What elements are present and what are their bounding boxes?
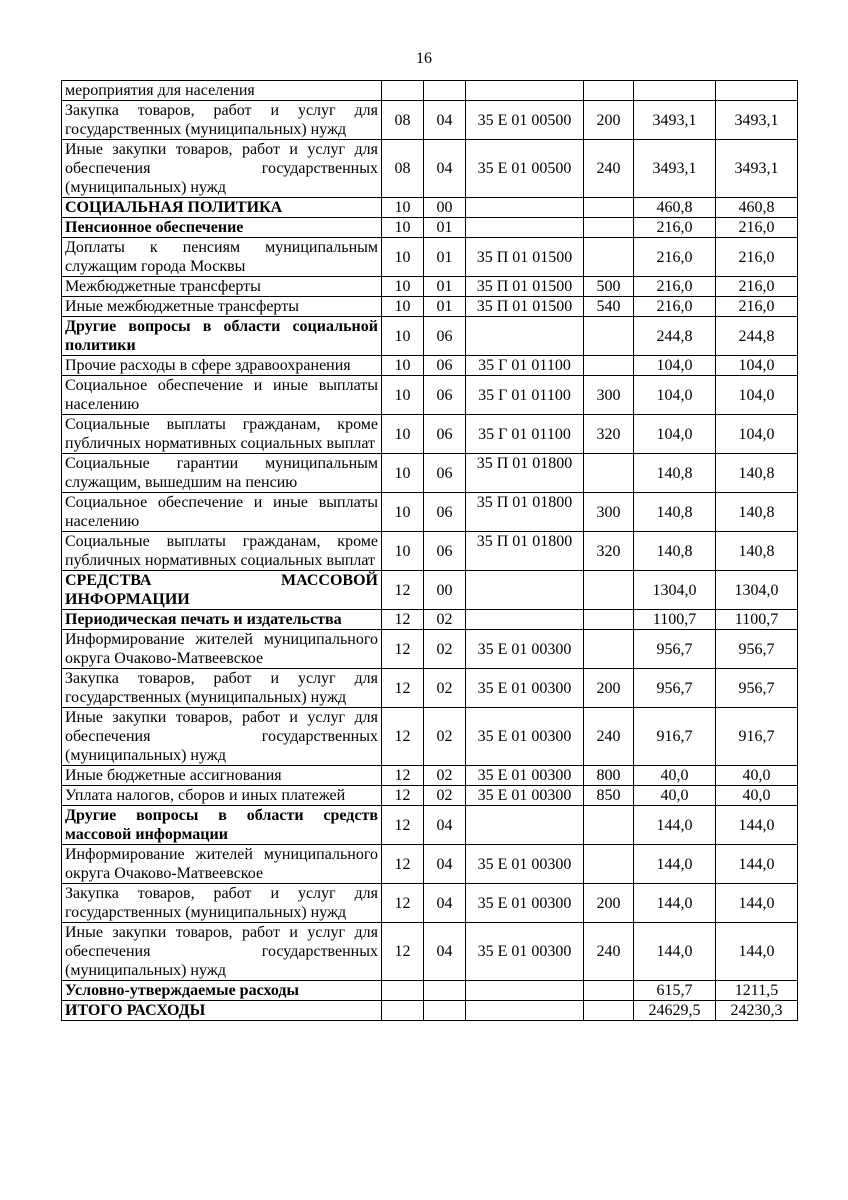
subsection-code-cell: 04 xyxy=(424,845,466,884)
amount-year2-cell: 144,0 xyxy=(716,845,798,884)
expense-type-cell xyxy=(584,806,634,845)
amount-year1-cell: 216,0 xyxy=(634,277,716,297)
row-name-cell: Закупка товаров, работ и услуг для государственных (муниципальных) нужд xyxy=(62,101,382,140)
section-code-cell: 12 xyxy=(382,786,424,806)
amount-year1-cell: 24629,5 xyxy=(634,1001,716,1021)
section-code-cell: 10 xyxy=(382,317,424,356)
target-article-cell: 35 Е 01 00300 xyxy=(466,845,584,884)
target-article-cell xyxy=(466,981,584,1001)
target-article-cell xyxy=(466,610,584,630)
target-article-cell: 35 Е 01 00300 xyxy=(466,669,584,708)
row-name-cell: Социальные выплаты гражданам, кроме публичных нормативных социальных выплат xyxy=(62,415,382,454)
amount-year1-cell: 140,8 xyxy=(634,493,716,532)
table-row xyxy=(62,766,798,786)
row-name-cell: Информирование жителей муниципального округа Очаково-Матвеевское xyxy=(62,630,382,669)
amount-year2-cell: 1211,5 xyxy=(716,981,798,1001)
amount-year1-cell: 244,8 xyxy=(634,317,716,356)
section-code-cell: 12 xyxy=(382,708,424,766)
row-name-cell: Условно-утверждаемые расходы xyxy=(62,981,382,1001)
subsection-code-cell: 01 xyxy=(424,218,466,238)
row-name-cell: Периодическая печать и издательства xyxy=(62,610,382,630)
table-row xyxy=(62,845,798,884)
section-code-cell: 12 xyxy=(382,884,424,923)
row-name-cell: Иные бюджетные ассигнования xyxy=(62,766,382,786)
amount-year2-cell: 144,0 xyxy=(716,806,798,845)
amount-year1-cell: 216,0 xyxy=(634,297,716,317)
expense-type-cell: 850 xyxy=(584,786,634,806)
expense-type-cell: 240 xyxy=(584,140,634,198)
subsection-code-cell xyxy=(424,1001,466,1021)
table-row xyxy=(62,238,798,277)
amount-year1-cell: 916,7 xyxy=(634,708,716,766)
row-name-cell: Другие вопросы в области средств массовой информации xyxy=(62,806,382,845)
amount-year2-cell: 216,0 xyxy=(716,277,798,297)
subsection-code-cell: 00 xyxy=(424,571,466,610)
table-row xyxy=(62,806,798,845)
section-code-cell: 10 xyxy=(382,532,424,571)
amount-year2-cell: 3493,1 xyxy=(716,101,798,140)
row-name-cell: Межбюджетные трансферты xyxy=(62,277,382,297)
target-article-cell: 35 Г 01 01100 xyxy=(466,356,584,376)
amount-year2-cell: 140,8 xyxy=(716,532,798,571)
target-article-cell: 35 Е 01 00300 xyxy=(466,923,584,981)
subsection-code-cell xyxy=(424,81,466,101)
section-code-cell: 12 xyxy=(382,630,424,669)
target-article-cell: 35 П 01 01800 xyxy=(466,454,584,493)
target-article-cell: 35 П 01 01800 xyxy=(466,493,584,532)
amount-year1-cell: 144,0 xyxy=(634,806,716,845)
target-article-cell xyxy=(466,806,584,845)
row-name-cell: Закупка товаров, работ и услуг для государственных (муниципальных) нужд xyxy=(62,669,382,708)
subsection-code-cell: 06 xyxy=(424,376,466,415)
amount-year2-cell: 1100,7 xyxy=(716,610,798,630)
target-article-cell: 35 П 01 01500 xyxy=(466,238,584,277)
table-row xyxy=(62,571,798,610)
amount-year2-cell: 144,0 xyxy=(716,923,798,981)
section-code-cell: 12 xyxy=(382,845,424,884)
target-article-cell xyxy=(466,317,584,356)
target-article-cell xyxy=(466,218,584,238)
amount-year2-cell: 956,7 xyxy=(716,630,798,669)
expense-type-cell: 320 xyxy=(584,415,634,454)
expense-type-cell xyxy=(584,356,634,376)
section-code-cell: 10 xyxy=(382,218,424,238)
section-code-cell xyxy=(382,81,424,101)
subsection-code-cell xyxy=(424,981,466,1001)
amount-year2-cell: 104,0 xyxy=(716,415,798,454)
amount-year1-cell: 216,0 xyxy=(634,218,716,238)
amount-year2-cell: 244,8 xyxy=(716,317,798,356)
section-code-cell: 12 xyxy=(382,923,424,981)
table-row xyxy=(62,101,798,140)
section-code-cell: 10 xyxy=(382,415,424,454)
amount-year1-cell: 104,0 xyxy=(634,415,716,454)
amount-year2-cell: 140,8 xyxy=(716,493,798,532)
amount-year1-cell: 956,7 xyxy=(634,669,716,708)
section-code-cell: 10 xyxy=(382,454,424,493)
amount-year1-cell: 3493,1 xyxy=(634,140,716,198)
amount-year1-cell: 1100,7 xyxy=(634,610,716,630)
row-name-cell: Социальное обеспечение и иные выплаты населению xyxy=(62,376,382,415)
target-article-cell xyxy=(466,1001,584,1021)
expense-type-cell: 300 xyxy=(584,493,634,532)
expense-type-cell xyxy=(584,454,634,493)
section-code-cell: 10 xyxy=(382,198,424,218)
row-name-cell: Иные межбюджетные трансферты xyxy=(62,297,382,317)
table-row xyxy=(62,923,798,981)
row-name-cell: ИТОГО РАСХОДЫ xyxy=(62,1001,382,1021)
amount-year1-cell: 3493,1 xyxy=(634,101,716,140)
amount-year1-cell: 104,0 xyxy=(634,376,716,415)
table-row xyxy=(62,884,798,923)
section-code-cell: 10 xyxy=(382,277,424,297)
subsection-code-cell: 02 xyxy=(424,669,466,708)
table-row xyxy=(62,356,798,376)
row-name-cell: мероприятия для населения xyxy=(62,81,382,101)
row-name-cell: Социальное обеспечение и иные выплаты населению xyxy=(62,493,382,532)
row-name-cell: СОЦИАЛЬНАЯ ПОЛИТИКА xyxy=(62,198,382,218)
amount-year1-cell: 140,8 xyxy=(634,454,716,493)
row-name-cell: Иные закупки товаров, работ и услуг для обеспечения государственных (муниципальных) нужд xyxy=(62,140,382,198)
section-code-cell: 12 xyxy=(382,571,424,610)
row-name-cell: СРЕДСТВА МАССОВОЙ ИНФОРМАЦИИ xyxy=(62,571,382,610)
section-code-cell: 08 xyxy=(382,140,424,198)
table-row xyxy=(62,140,798,198)
budget-table xyxy=(61,80,798,1021)
amount-year1-cell: 144,0 xyxy=(634,845,716,884)
target-article-cell: 35 Е 01 00300 xyxy=(466,786,584,806)
target-article-cell: 35 Г 01 01100 xyxy=(466,376,584,415)
row-name-cell: Социальные выплаты гражданам, кроме публичных нормативных социальных выплат xyxy=(62,532,382,571)
amount-year1-cell: 1304,0 xyxy=(634,571,716,610)
amount-year1-cell: 40,0 xyxy=(634,786,716,806)
amount-year2-cell: 460,8 xyxy=(716,198,798,218)
table-row xyxy=(62,669,798,708)
table-row xyxy=(62,1001,798,1021)
table-row xyxy=(62,81,798,101)
expense-type-cell: 240 xyxy=(584,708,634,766)
section-code-cell: 12 xyxy=(382,806,424,845)
target-article-cell: 35 Е 01 00500 xyxy=(466,101,584,140)
subsection-code-cell: 04 xyxy=(424,923,466,981)
amount-year2-cell: 916,7 xyxy=(716,708,798,766)
amount-year2-cell: 216,0 xyxy=(716,218,798,238)
expense-type-cell: 200 xyxy=(584,884,634,923)
table-row xyxy=(62,198,798,218)
expense-type-cell xyxy=(584,845,634,884)
row-name-cell: Уплата налогов, сборов и иных платежей xyxy=(62,786,382,806)
amount-year2-cell: 956,7 xyxy=(716,669,798,708)
subsection-code-cell: 02 xyxy=(424,610,466,630)
subsection-code-cell: 02 xyxy=(424,786,466,806)
target-article-cell xyxy=(466,198,584,218)
expense-type-cell xyxy=(584,610,634,630)
table-row xyxy=(62,981,798,1001)
subsection-code-cell: 02 xyxy=(424,766,466,786)
expense-type-cell xyxy=(584,317,634,356)
amount-year1-cell xyxy=(634,81,716,101)
subsection-code-cell: 04 xyxy=(424,101,466,140)
row-name-cell: Доплаты к пенсиям муниципальным служащим города Москвы xyxy=(62,238,382,277)
target-article-cell: 35 Е 01 00300 xyxy=(466,630,584,669)
section-code-cell: 10 xyxy=(382,376,424,415)
amount-year2-cell: 104,0 xyxy=(716,376,798,415)
target-article-cell: 35 П 01 01500 xyxy=(466,297,584,317)
amount-year2-cell: 216,0 xyxy=(716,238,798,277)
target-article-cell: 35 Е 01 00500 xyxy=(466,140,584,198)
table-row xyxy=(62,630,798,669)
subsection-code-cell: 06 xyxy=(424,356,466,376)
table-row xyxy=(62,708,798,766)
expense-type-cell xyxy=(584,238,634,277)
section-code-cell: 10 xyxy=(382,297,424,317)
subsection-code-cell: 01 xyxy=(424,297,466,317)
amount-year2-cell: 104,0 xyxy=(716,356,798,376)
target-article-cell xyxy=(466,571,584,610)
target-article-cell: 35 П 01 01800 xyxy=(466,532,584,571)
amount-year1-cell: 140,8 xyxy=(634,532,716,571)
table-row xyxy=(62,493,798,532)
section-code-cell: 08 xyxy=(382,101,424,140)
subsection-code-cell: 02 xyxy=(424,708,466,766)
subsection-code-cell: 01 xyxy=(424,277,466,297)
amount-year2-cell: 40,0 xyxy=(716,786,798,806)
amount-year2-cell: 3493,1 xyxy=(716,140,798,198)
target-article-cell: 35 П 01 01500 xyxy=(466,277,584,297)
target-article-cell: 35 Е 01 00300 xyxy=(466,708,584,766)
subsection-code-cell: 06 xyxy=(424,415,466,454)
section-code-cell: 12 xyxy=(382,669,424,708)
subsection-code-cell: 06 xyxy=(424,532,466,571)
section-code-cell: 12 xyxy=(382,766,424,786)
expense-type-cell: 240 xyxy=(584,923,634,981)
budget-table-body xyxy=(62,81,798,1021)
amount-year1-cell: 144,0 xyxy=(634,923,716,981)
row-name-cell: Иные закупки товаров, работ и услуг для обеспечения государственных (муниципальных) нужд xyxy=(62,708,382,766)
subsection-code-cell: 04 xyxy=(424,806,466,845)
table-row xyxy=(62,610,798,630)
amount-year2-cell: 216,0 xyxy=(716,297,798,317)
expense-type-cell: 320 xyxy=(584,532,634,571)
table-row xyxy=(62,454,798,493)
expense-type-cell xyxy=(584,198,634,218)
row-name-cell: Прочие расходы в сфере здравоохранения xyxy=(62,356,382,376)
subsection-code-cell: 00 xyxy=(424,198,466,218)
row-name-cell: Информирование жителей муниципального округа Очаково-Матвеевское xyxy=(62,845,382,884)
subsection-code-cell: 04 xyxy=(424,140,466,198)
amount-year1-cell: 956,7 xyxy=(634,630,716,669)
table-row xyxy=(62,786,798,806)
section-code-cell xyxy=(382,1001,424,1021)
amount-year2-cell: 144,0 xyxy=(716,884,798,923)
section-code-cell: 10 xyxy=(382,238,424,277)
subsection-code-cell: 06 xyxy=(424,317,466,356)
target-article-cell: 35 Г 01 01100 xyxy=(466,415,584,454)
table-row xyxy=(62,218,798,238)
amount-year1-cell: 104,0 xyxy=(634,356,716,376)
expense-type-cell: 200 xyxy=(584,669,634,708)
row-name-cell: Иные закупки товаров, работ и услуг для обеспечения государственных (муниципальных) нужд xyxy=(62,923,382,981)
section-code-cell: 10 xyxy=(382,356,424,376)
section-code-cell: 10 xyxy=(382,493,424,532)
expense-type-cell xyxy=(584,218,634,238)
subsection-code-cell: 02 xyxy=(424,630,466,669)
amount-year2-cell: 1304,0 xyxy=(716,571,798,610)
target-article-cell xyxy=(466,81,584,101)
expense-type-cell: 800 xyxy=(584,766,634,786)
expense-type-cell: 540 xyxy=(584,297,634,317)
subsection-code-cell: 01 xyxy=(424,238,466,277)
expense-type-cell xyxy=(584,981,634,1001)
amount-year2-cell: 40,0 xyxy=(716,766,798,786)
table-row xyxy=(62,376,798,415)
table-row xyxy=(62,317,798,356)
amount-year2-cell: 140,8 xyxy=(716,454,798,493)
section-code-cell xyxy=(382,981,424,1001)
amount-year2-cell xyxy=(716,81,798,101)
amount-year1-cell: 216,0 xyxy=(634,238,716,277)
amount-year1-cell: 144,0 xyxy=(634,884,716,923)
expense-type-cell: 500 xyxy=(584,277,634,297)
row-name-cell: Другие вопросы в области социальной политики xyxy=(62,317,382,356)
expense-type-cell xyxy=(584,81,634,101)
table-row xyxy=(62,415,798,454)
expense-type-cell: 300 xyxy=(584,376,634,415)
table-row xyxy=(62,297,798,317)
target-article-cell: 35 Е 01 00300 xyxy=(466,884,584,923)
subsection-code-cell: 06 xyxy=(424,493,466,532)
subsection-code-cell: 04 xyxy=(424,884,466,923)
subsection-code-cell: 06 xyxy=(424,454,466,493)
target-article-cell: 35 Е 01 00300 xyxy=(466,766,584,786)
amount-year1-cell: 40,0 xyxy=(634,766,716,786)
expense-type-cell xyxy=(584,1001,634,1021)
amount-year1-cell: 615,7 xyxy=(634,981,716,1001)
amount-year2-cell: 24230,3 xyxy=(716,1001,798,1021)
table-row xyxy=(62,277,798,297)
expense-type-cell: 200 xyxy=(584,101,634,140)
expense-type-cell xyxy=(584,571,634,610)
page-number: 16 xyxy=(416,50,432,67)
row-name-cell: Пенсионное обеспечение xyxy=(62,218,382,238)
expense-type-cell xyxy=(584,630,634,669)
section-code-cell: 12 xyxy=(382,610,424,630)
amount-year1-cell: 460,8 xyxy=(634,198,716,218)
row-name-cell: Закупка товаров, работ и услуг для государственных (муниципальных) нужд xyxy=(62,884,382,923)
table-row xyxy=(62,532,798,571)
row-name-cell: Социальные гарантии муниципальным служащим, вышедшим на пенсию xyxy=(62,454,382,493)
